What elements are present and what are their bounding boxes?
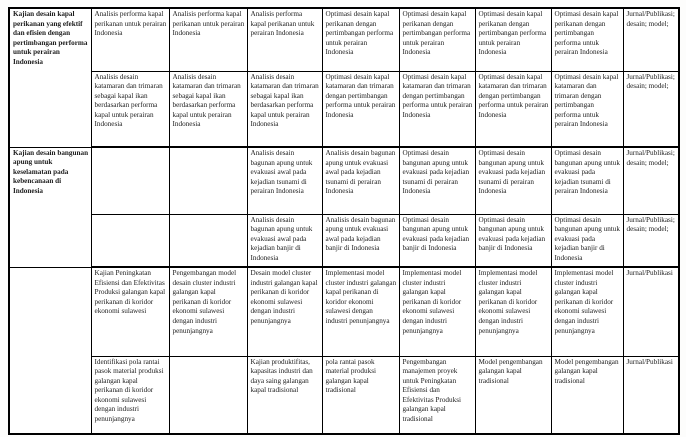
section-2-label: Kajian desain bangunan apung untuk keselamatan pada kebencanaan di Indonesia xyxy=(9,147,91,267)
empty-cell xyxy=(169,147,247,214)
table-cell: Optimasi desain kapal katamaran dan trimaran dengan pertimbangan performa untuk perairan Indonesia xyxy=(399,71,475,147)
table-cell: Analisis performa kapal perikanan untuk perairan Indonesia xyxy=(91,8,169,71)
empty-cell xyxy=(91,147,169,214)
table-cell: Optimasi desain kapal perikanan dengan pertimbangan performa untuk perairan Indonesia xyxy=(322,8,399,71)
output-cell: Jurnal/Publikasi; desain; model; xyxy=(623,8,679,71)
table-cell: Optimasi desain bangunan apung untuk evakuasi pada kejadian banjir di Indonesia xyxy=(475,214,551,267)
table-cell: Implementasi model cluster industri galangan kapal perikanan di koridor ekonomi sulawesi dengan industri penunjangnya xyxy=(551,267,623,356)
table-cell: Analisis desain bagunan apung untuk evakuasi awal pada kejadian tsunami di perairan Indonesia xyxy=(322,147,399,214)
table-cell: Implementasi model cluster industri galangan kapal perikanan di koridor ekonomi sulawesi dengan industri penunjangnya xyxy=(475,267,551,356)
table-cell: Analisis desain katamaran dan trimaran sebagai kapal ikan berdasarkan performa kapal untuk perairan Indonesia xyxy=(169,71,247,147)
empty-cell xyxy=(169,356,247,434)
table-cell: Implementasi model cluster industri galangan kapal perikanan di koridor ekonomi sulawesi dengan industri penunjangnya xyxy=(322,267,399,356)
table-row xyxy=(9,214,679,267)
table-row xyxy=(9,8,679,71)
table-cell: Analisis desain bagunan apung untuk evakuasi awal pada kejadian tsunami di perairan Indonesia xyxy=(247,147,322,214)
table-cell: Pengembangan model desain cluster industri galangan kapal perikanan di koridor ekonomi sulawesi dengan industri penunjangnya xyxy=(169,267,247,356)
table-row xyxy=(9,71,679,147)
table-cell: Identifikasi pola rantai pasok material produksi galangan kapal perikanan di koridor ekonomi sulawesi dengan industri penunjangnya xyxy=(91,356,169,434)
table-cell: Optimasi desain kapal perikanan dengan pertimbangan performa untuk perairan Indonesia xyxy=(399,8,475,71)
table-cell: Kajian Peningkatan Efisiensi dan Efektivitas Produksi galangan kapal perikanan di koridor ekonomi sulawesi xyxy=(91,267,169,356)
table-cell: Optimasi desain bangunan apung untuk evakuasi pada kejadian banjir di Indonesia xyxy=(551,214,623,267)
output-cell: Jurnal/Publikasi xyxy=(623,356,679,434)
empty-cell xyxy=(169,214,247,267)
table-cell: Optimasi desain bangunan apung untuk evakuasi pada kejadian tsunami di perairan Indonesia xyxy=(551,147,623,214)
table-cell: Optimasi desain bangunan apung untuk evakuasi pada kejadian tsunami di perairan Indonesia xyxy=(475,147,551,214)
output-cell: Jurnal/Publikasi; desain; model; xyxy=(623,214,679,267)
table-cell: Desain model cluster industri galangan kapal perikanan di koridor ekonomi sulawesi dengan industri penunjangnya xyxy=(247,267,322,356)
table-cell: Optimasi desain kapal perikanan dengan pertimbangan performa untuk perairan Indonesia xyxy=(475,8,551,71)
table-cell: Pengembangan manajemen proyek untuk Peningkatan Efisiensi dan Efektivitas Produksi galangan kapal tradisional xyxy=(399,356,475,434)
table-row xyxy=(9,267,679,356)
table-cell: Analisis desain bagunan apung untuk evakuasi awal pada kejadian banjir di Indonesia xyxy=(322,214,399,267)
table-cell: Analisis performa kapal perikanan untuk perairan Indonesia xyxy=(247,8,322,71)
table-row xyxy=(9,147,679,214)
table-cell: Optimasi desain kapal perikanan dengan pertimbangan performa untuk perairan Indonesia xyxy=(551,8,623,71)
table-cell: Optimasi desain bangunan apung untuk evakuasi pada kejadian tsunami di perairan Indonesia xyxy=(399,147,475,214)
table-cell: Optimasi desain kapal katamaran dan trimaran dengan pertimbangan performa untuk perairan Indonesia xyxy=(322,71,399,147)
table-cell: Model pengembangan galangan kapal tradisional xyxy=(475,356,551,434)
empty-cell xyxy=(91,214,169,267)
table-cell: Optimasi desain bangunan apung untuk evakuasi pada kejadian banjir di Indonesia xyxy=(399,214,475,267)
table-row xyxy=(9,356,679,434)
research-roadmap-table xyxy=(8,7,680,435)
table-cell: Analisis desain bagunan apung untuk evakuasi awal pada kejadian banjir di Indonesia xyxy=(247,214,322,267)
table-cell: Optimasi desain kapal katamaran dan trimaran dengan pertimbangan performa untuk perairan Indonesia xyxy=(551,71,623,147)
table-cell: Kajian produktifitas, kapasitas industri dan daya saing galangan kapal tradisional xyxy=(247,356,322,434)
section-1-label: Kajian desain kapal perikanan yang efektif dan efisien dengan pertimbangan performa untuk perairan Indonesia xyxy=(9,8,91,147)
table-cell: Analisis desain katamaran dan trimaran sebagai kapal ikan berdasarkan performa kapal untuk perairan Indonesia xyxy=(247,71,322,147)
output-cell: Jurnal/Publikasi; desain; model; xyxy=(623,147,679,214)
table-cell: Analisis performa kapal perikanan untuk perairan Indonesia xyxy=(169,8,247,71)
section-3-label xyxy=(9,267,91,434)
table-cell: Analisis desain katamaran dan trimaran sebagai kapal ikan berdasarkan performa kapal untuk perairan Indonesia xyxy=(91,71,169,147)
table-cell: Model pengembangan galangan kapal tradisional xyxy=(551,356,623,434)
output-cell: Jurnal/Publikasi; desain; model; xyxy=(623,71,679,147)
table-cell: pola rantai pasok material produksi galangan kapal tradisional xyxy=(322,356,399,434)
output-cell: Jurnal/Publikasi xyxy=(623,267,679,356)
table-cell: Implementasi model cluster industri galangan kapal perikanan di koridor ekonomi sulawesi dengan industri penunjangnya xyxy=(399,267,475,356)
table-cell: Optimasi desain kapal katamaran dan trimaran dengan pertimbangan performa untuk perairan Indonesia xyxy=(475,71,551,147)
